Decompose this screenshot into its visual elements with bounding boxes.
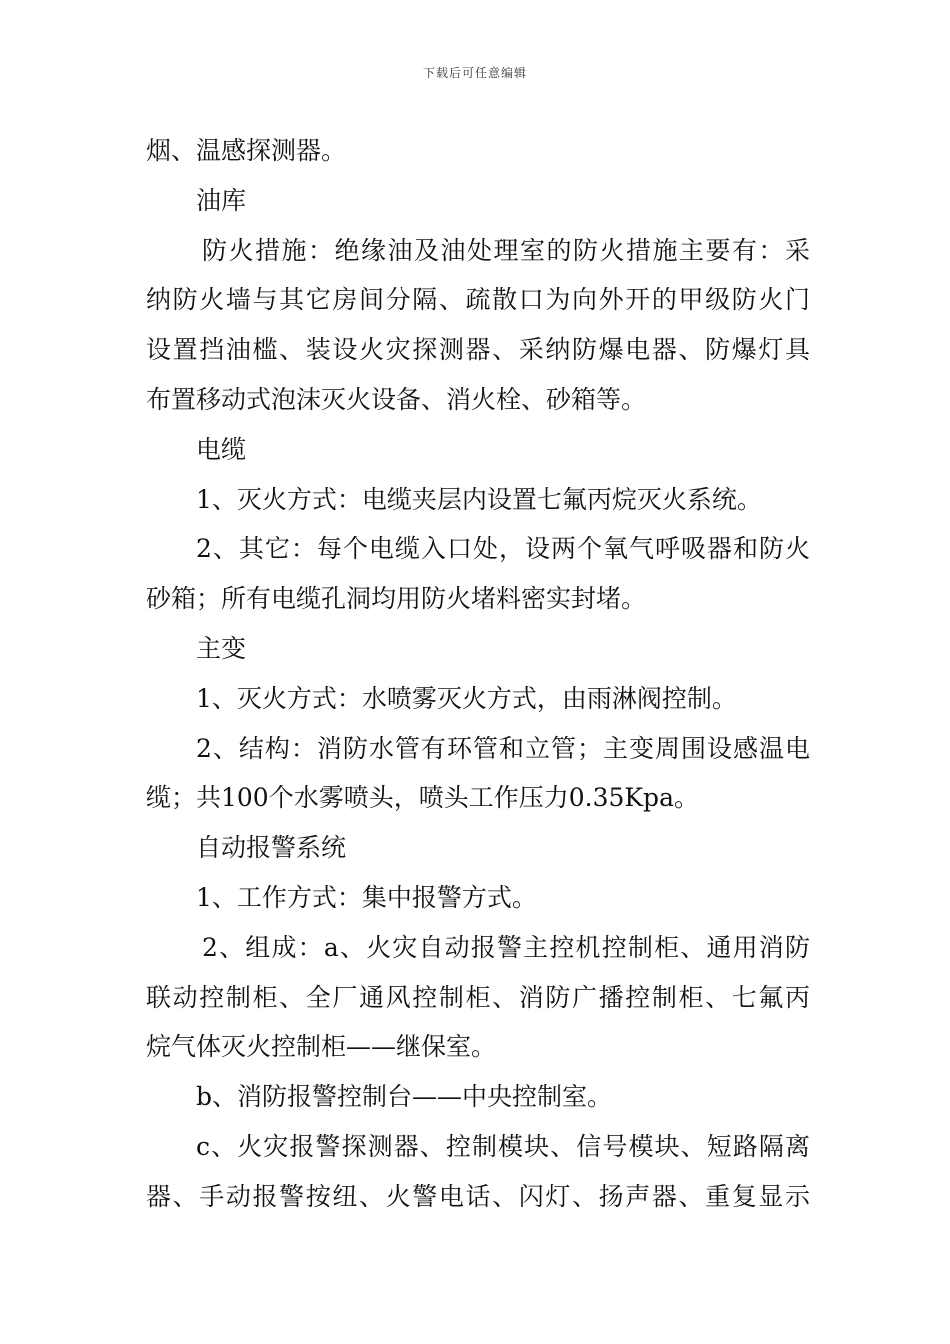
text-line-21: c、火灾报警探测器、控制模块、信号模块、短路隔离 <box>196 1131 810 1161</box>
text-line-18: 联动控制柜、全厂通风控制柜、消防广播控制柜、七氟丙 <box>146 982 810 1012</box>
section-heading-oil-depot: 油库 <box>196 185 247 215</box>
document-body <box>146 126 810 1222</box>
section-heading-auto-alarm: 自动报警系统 <box>196 833 347 863</box>
text-line-1: 烟、温感探测器。 <box>146 136 347 165</box>
section-heading-cable: 电缆 <box>196 434 247 464</box>
text-line-3: 防火措施：绝缘油及油处理室的防火措施主要有：采 <box>202 235 810 265</box>
text-line-8: 1、灭火方式：电缆夹层内设置七氟丙烷灭火系统。 <box>196 484 762 514</box>
text-line-22: 器、手动报警按纽、火警电话、闪灯、扬声器、重复显示 <box>146 1181 810 1211</box>
text-line-10: 砂箱；所有电缆孔洞均用防火堵料密实封堵。 <box>146 584 647 614</box>
text-line-13: 2、结构：消防水管有环管和立管；主变周围设感温电 <box>196 733 810 763</box>
section-heading-main-transformer: 主变 <box>196 633 247 663</box>
text-line-5: 设置挡油槛、装设火灾探测器、采纳防爆电器、防爆灯具 <box>146 335 810 365</box>
text-line-12: 1、灭火方式：水喷雾灭火方式，由雨淋阀控制。 <box>196 683 737 713</box>
text-line-19: 烷气体灭火控制柜——继保室。 <box>146 1032 497 1062</box>
text-line-20: b、消防报警控制台——中央控制室。 <box>196 1082 613 1112</box>
text-line-17: 2、组成：a、火灾自动报警主控机控制柜、通用消防 <box>202 932 810 962</box>
text-line-16: 1、工作方式：集中报警方式。 <box>196 882 537 912</box>
text-line-6: 布置移动式泡沫灭火设备、消火栓、砂箱等。 <box>146 384 647 414</box>
text-line-9: 2、其它：每个电缆入口处，设两个氧气呼吸器和防火 <box>196 534 810 564</box>
page-header: 下载后可任意编辑 <box>422 66 527 80</box>
text-line-14: 缆；共100个水雾喷头，喷头工作压力0.35Kpa。 <box>146 783 699 813</box>
text-line-4: 纳防火墙与其它房间分隔、疏散口为向外开的甲级防火门 <box>146 285 810 315</box>
